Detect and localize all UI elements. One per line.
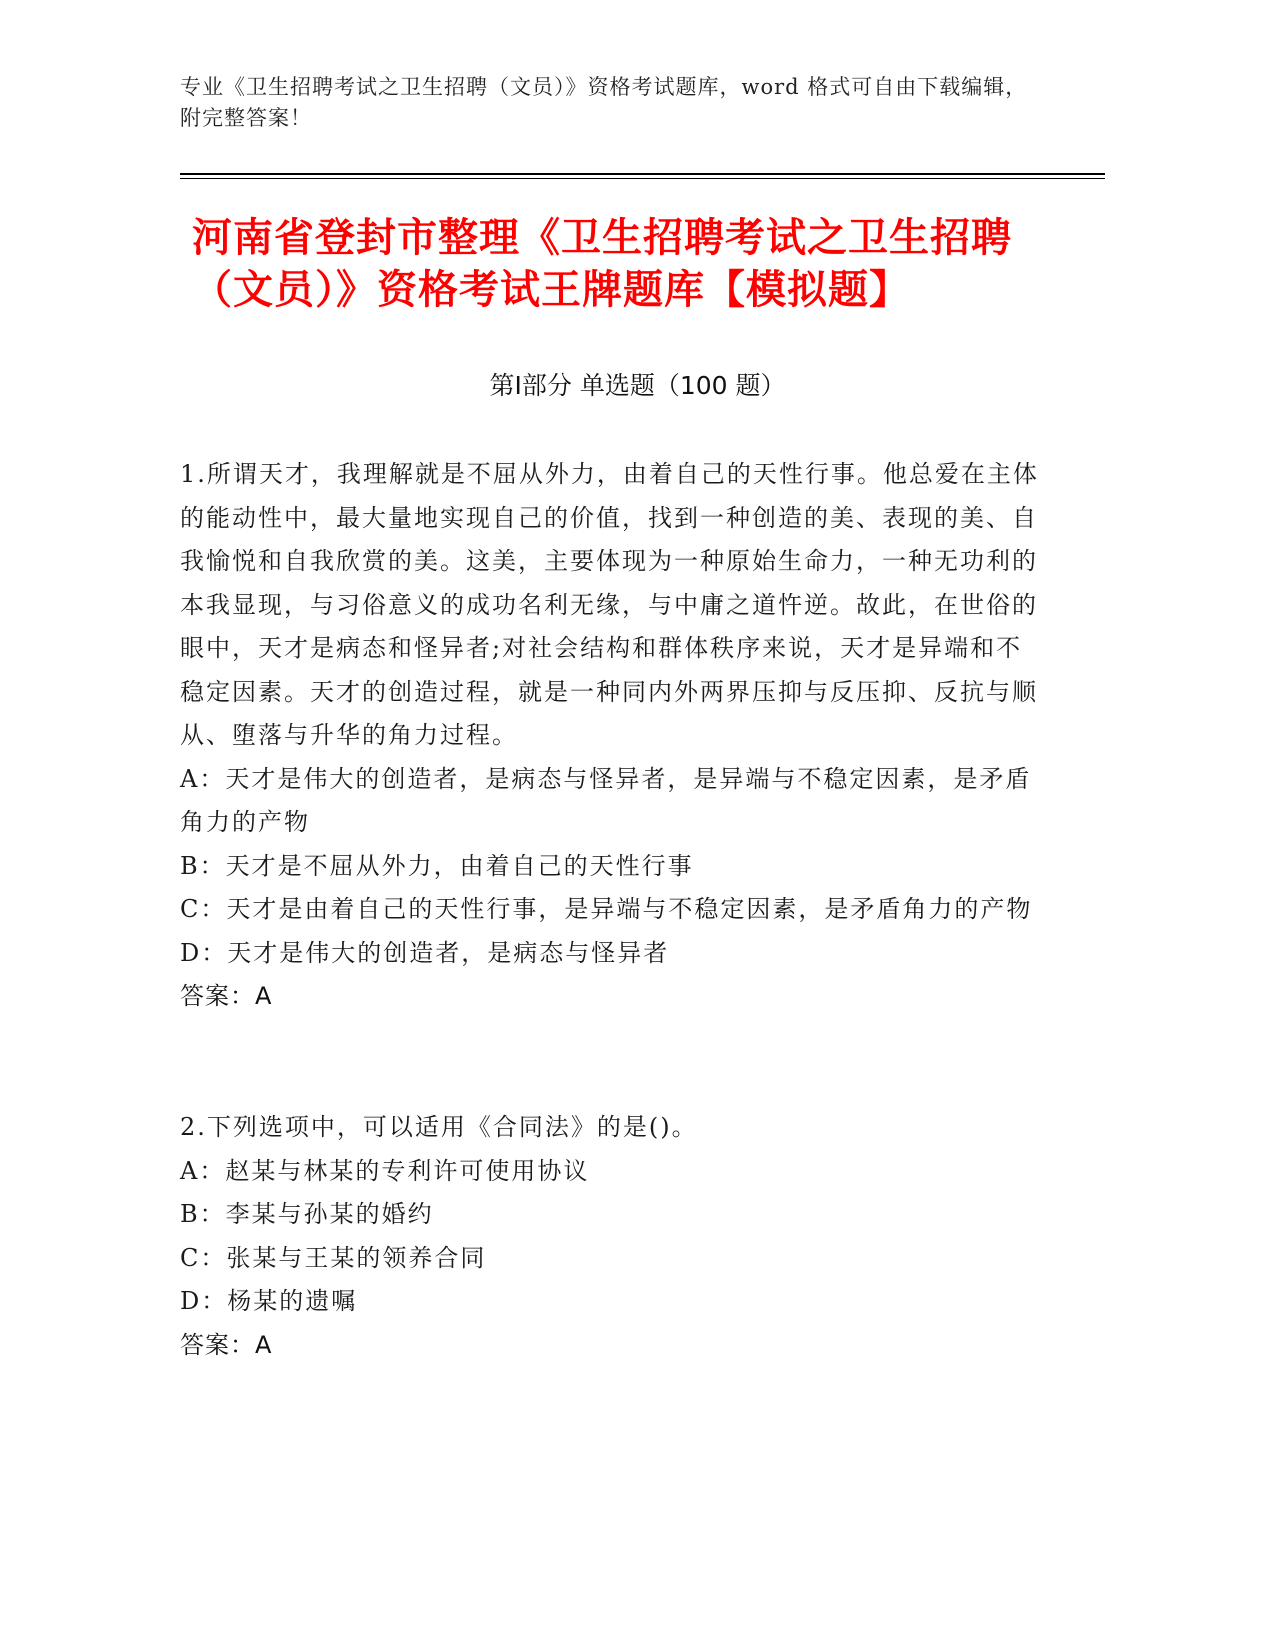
option-b: B：李某与孙某的婚约 [180,1200,434,1228]
header-note: 专业《卫生招聘考试之卫生招聘（文员）》资格考试题库，word 格式可自由下载编辑，附完整答案！ [180,75,1028,130]
option-c: C：天才是由着自己的天性行事，是异端与不稳定因素，是矛盾角力的产物 [180,895,1033,923]
question-2 [180,1106,1040,1367]
document-title: 河南省登封市整理《卫生招聘考试之卫生招聘（文员）》资格考试王牌题库【模拟题】 [192,215,1012,313]
header-rule-thin [180,178,1105,179]
question-1 [180,453,1040,1019]
option-b: B：天才是不屈从外力，由着自己的天性行事 [180,851,694,880]
option-a: A：天才是伟大的创造者，是病态与怪异者，是异端与不稳定因素，是矛盾角力的产物 [180,764,1032,836]
answer: 答案：A [180,1330,273,1359]
question-stem: 2.下列选项中，可以适用《合同法》的是()。 [180,1113,698,1141]
option-d: D：杨某的遗嘱 [180,1287,358,1315]
answer: 答案：A [180,982,273,1010]
option-c: C：张某与王某的领养合同 [180,1243,487,1272]
header-rule-thick [180,173,1105,175]
option-d: D：天才是伟大的创造者，是病态与怪异者 [180,938,670,967]
section-heading: 第Ⅰ部分 单选题（100 题） [489,371,786,400]
option-a: A：赵某与林某的专利许可使用协议 [180,1156,590,1185]
question-stem: 1.所谓天才，我理解就是不屈从外力，由着自己的天性行事。他总爱在主体的能动性中，最大量地实现自己的价值，找到一种创造的美、表现的美、自我愉悦和自我欣赏的美。这美，主要体现为一种原始生命力，一种无功利的本我显现，与习俗意义的成功名利无缘，与中庸之道忤逆。故此，在世俗的眼中，天才是病态和怪异者;对社会结构和群体秩序来说，天才是异端和不稳定因素。天才的创造过程，就是一种同内外两界压抑与反压抑、反抗与顺从、堕落与升华的角力过程。 [180,460,1039,749]
